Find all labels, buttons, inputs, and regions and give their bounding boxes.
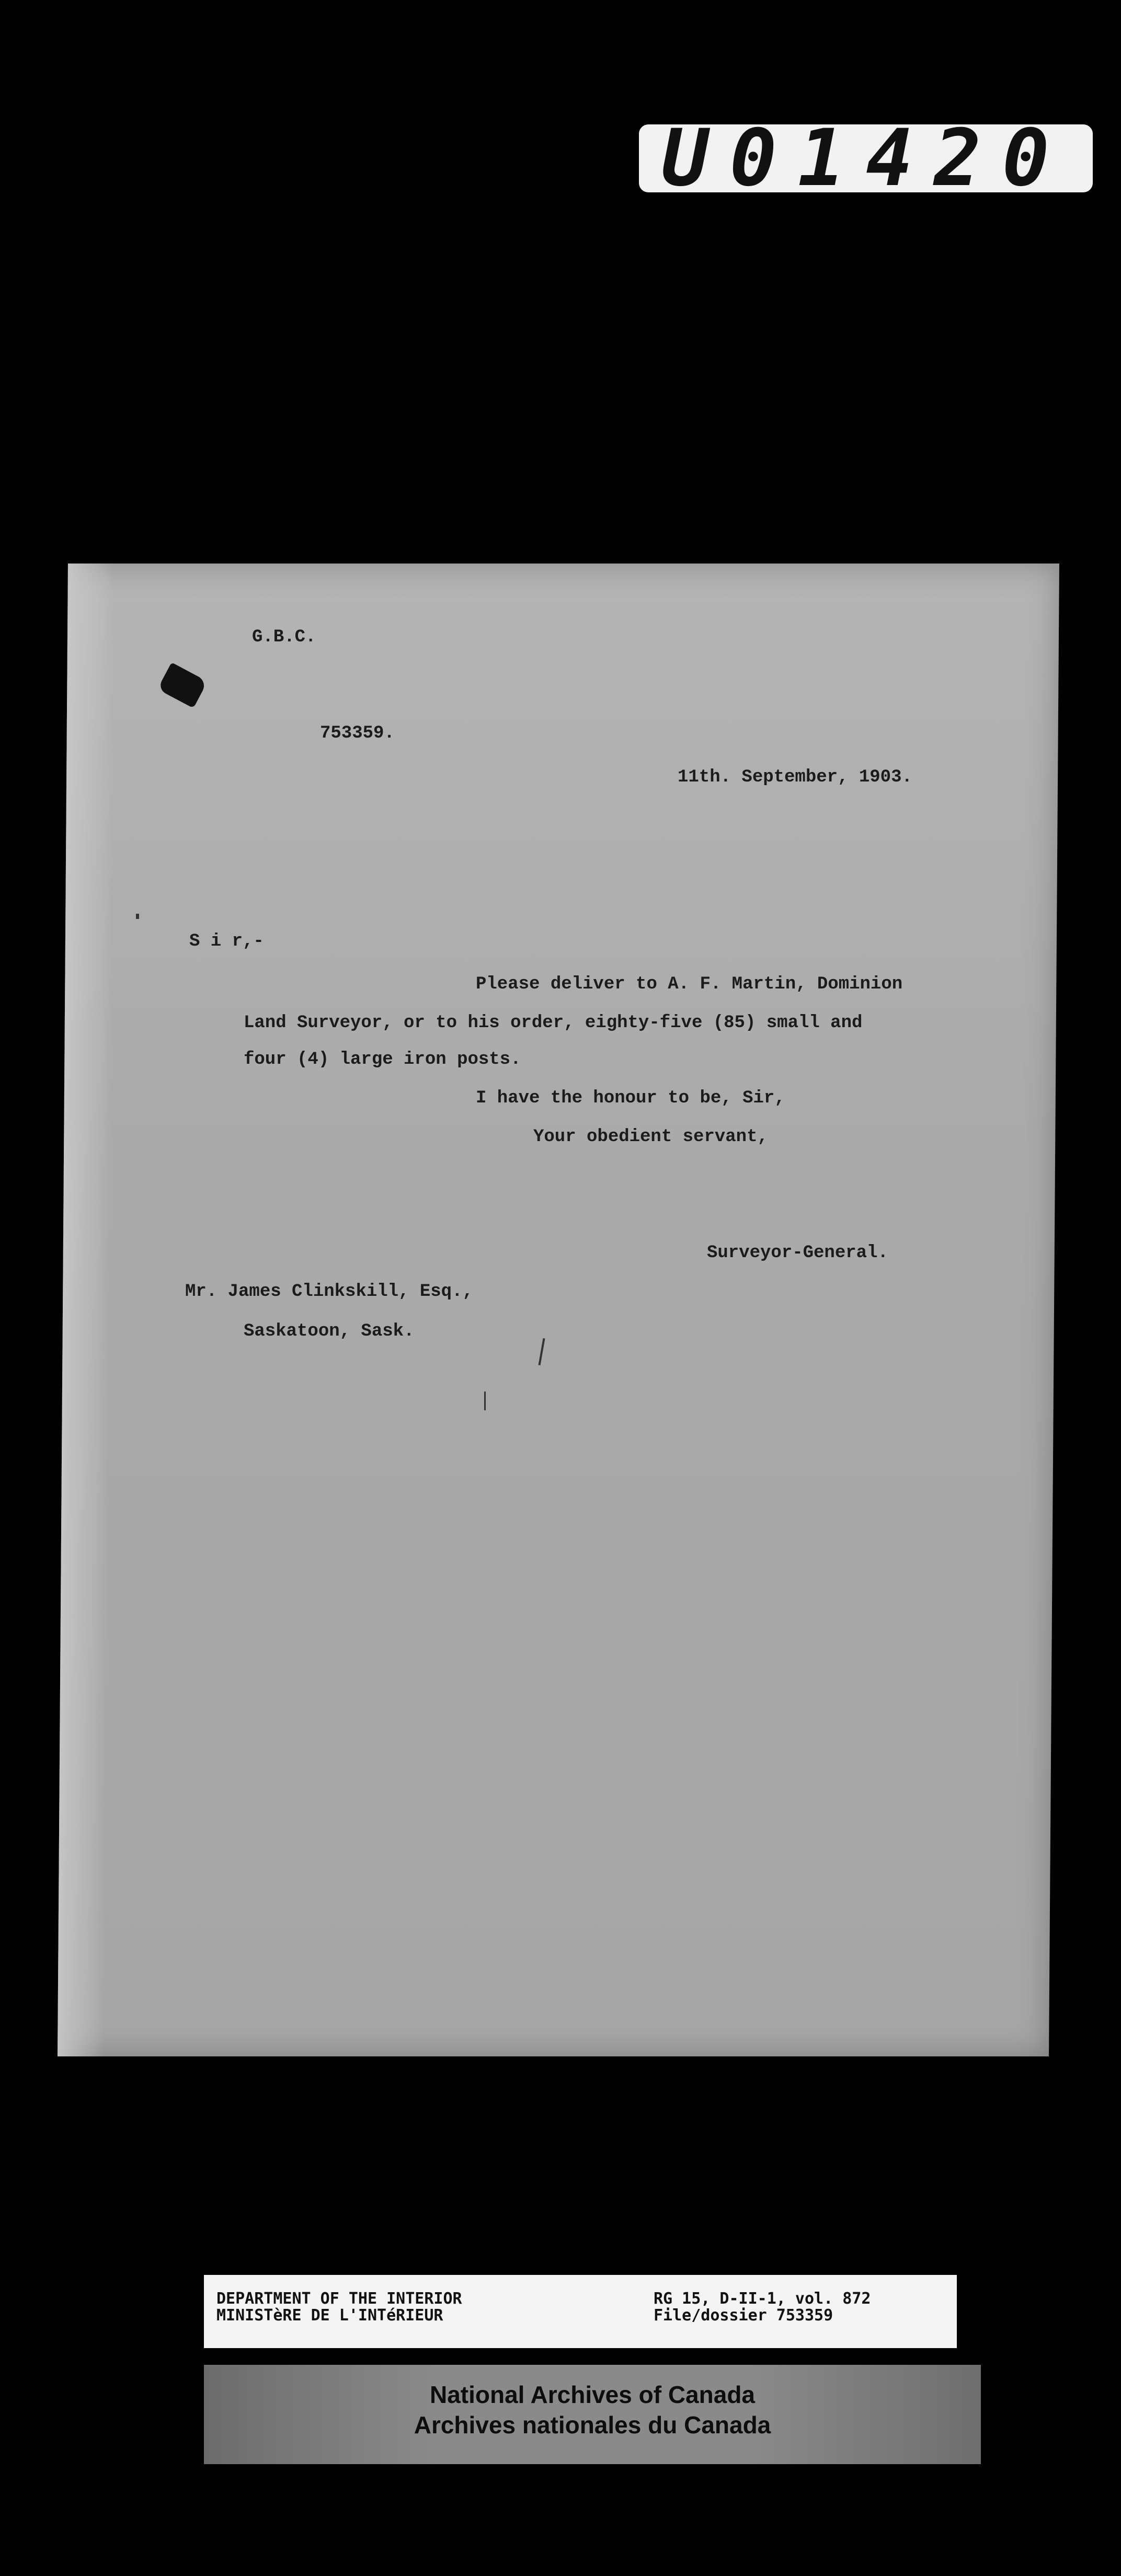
letter-date: 11th. September, 1903. xyxy=(678,767,912,787)
letter-body-line-3: four (4) large iron posts. xyxy=(244,1050,521,1070)
reference-number: RG 15, D-II-1, vol. 872 xyxy=(654,2290,871,2308)
frame-number: U01420 xyxy=(639,124,1093,192)
letter-file-number: 753359. xyxy=(320,723,395,743)
letter-initials: G.B.C. xyxy=(252,627,316,647)
letter-closing-line-1: I have the honour to be, Sir, xyxy=(476,1088,785,1108)
archives-label xyxy=(204,2365,981,2464)
letter-addressee-name: Mr. James Clinkskill, Esq., xyxy=(185,1282,473,1302)
archive-name-fr: Archives nationales du Canada xyxy=(414,2411,771,2439)
stray-mark xyxy=(484,1392,486,1410)
letter-salutation: S i r,- xyxy=(189,932,264,951)
department-en: DEPARTMENT OF THE INTERIOR xyxy=(216,2290,462,2308)
letter-body-line-2: Land Surveyor, or to his order, eighty-five (85) small and xyxy=(244,1013,863,1033)
letter-paper xyxy=(58,564,1059,2056)
stray-mark xyxy=(136,914,139,919)
letter-signature: Surveyor-General. xyxy=(707,1243,888,1263)
letter-closing-line-2: Your obedient servant, xyxy=(533,1127,768,1147)
letter-body-line-1: Please deliver to A. F. Martin, Dominion xyxy=(476,974,903,994)
department-fr: MINISTèRE DE L'INTéRIEUR xyxy=(216,2306,443,2325)
archive-name-en: National Archives of Canada xyxy=(429,2381,755,2408)
archive-reference-label xyxy=(204,2275,957,2348)
letter-addressee-place: Saskatoon, Sask. xyxy=(244,1321,415,1341)
file-dossier: File/dossier 753359 xyxy=(654,2306,833,2325)
